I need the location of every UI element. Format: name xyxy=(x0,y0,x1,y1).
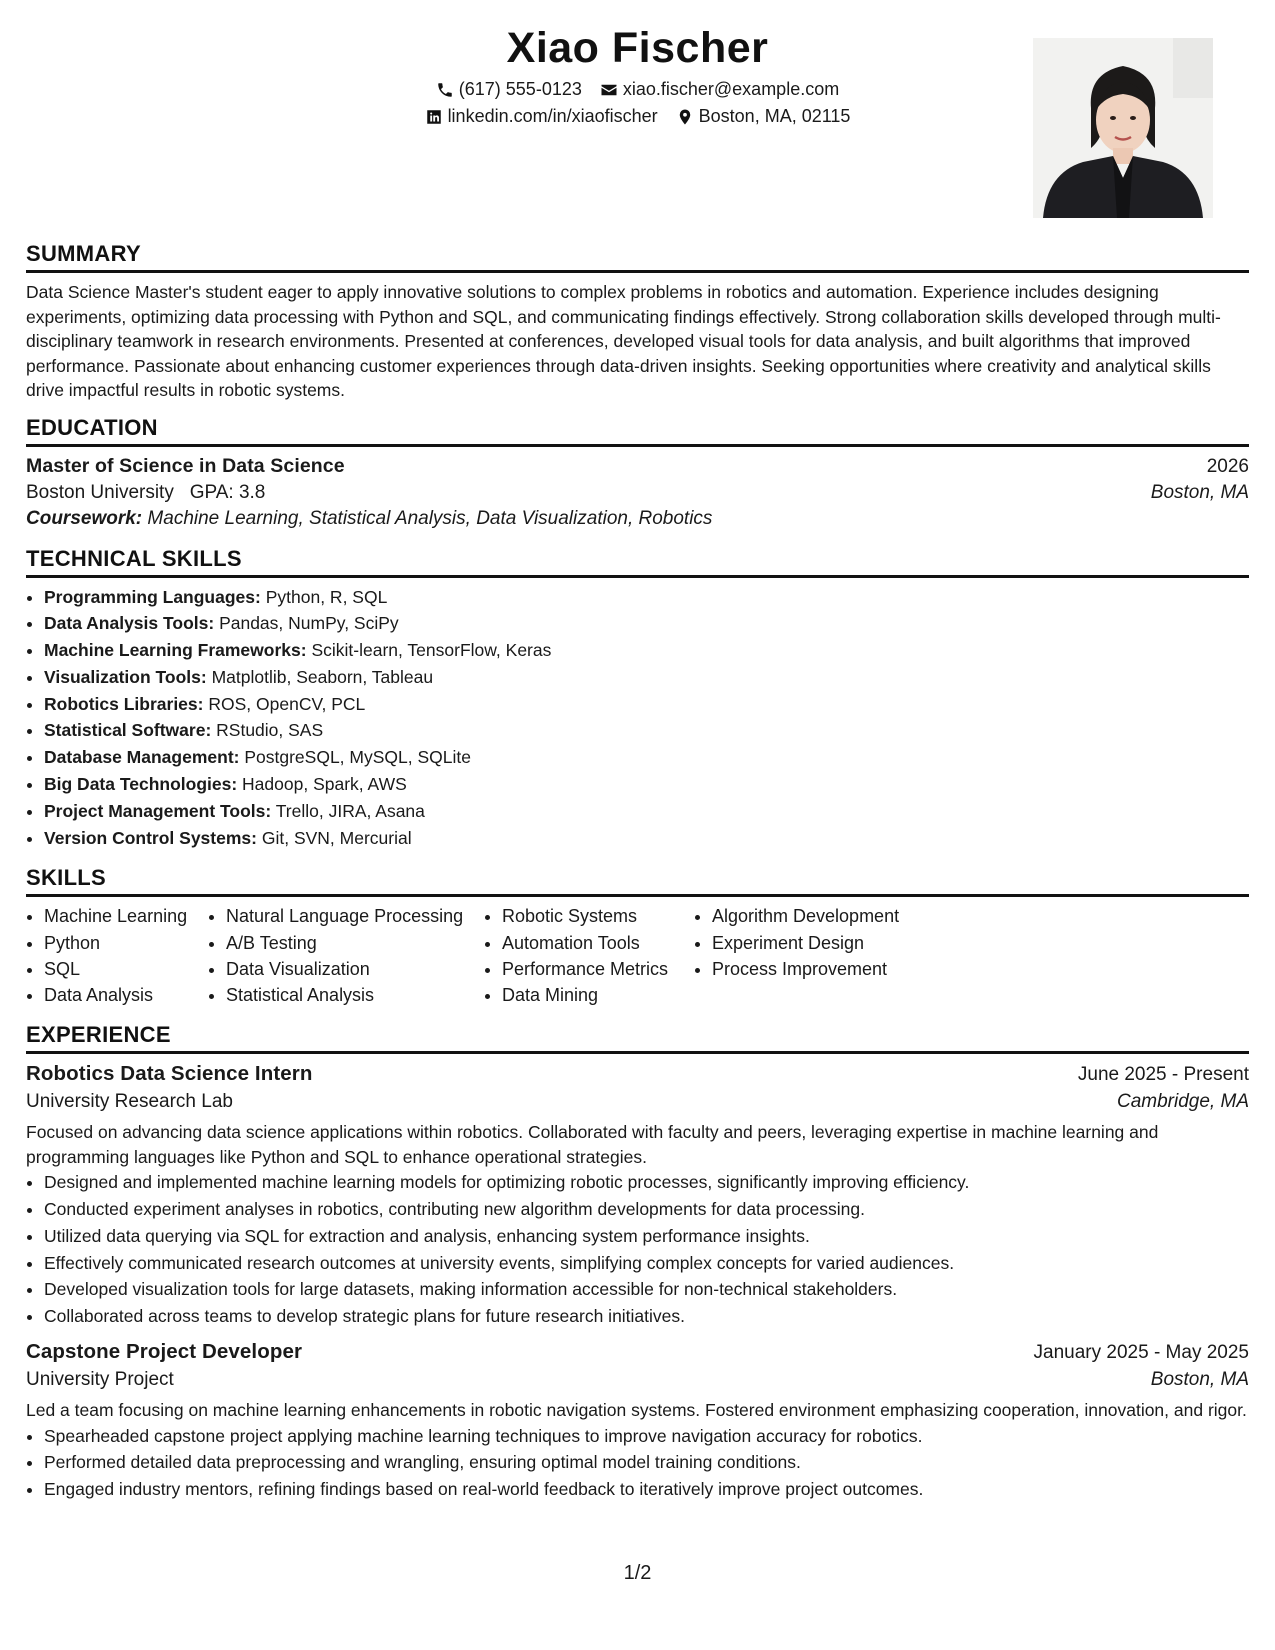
skill-category: Project Management Tools: xyxy=(44,800,272,821)
skill-category: Machine Learning Frameworks: xyxy=(44,640,307,661)
list-item: • Developed visualization tools for large datasets, making information accessible for non-technical stakeholders. xyxy=(44,1276,1249,1303)
email-text: xiao.fischer@example.com xyxy=(622,79,840,99)
skills-column-2 xyxy=(208,903,484,1008)
education-school-row xyxy=(26,482,1249,504)
technical-skills-section xyxy=(26,546,1249,852)
education-heading: EDUCATION xyxy=(26,415,1249,447)
school-location: Boston, MA xyxy=(1150,481,1249,503)
skill-values: Scikit-learn, TensorFlow, Keras xyxy=(311,640,552,661)
skill-values: PostgreSQL, MySQL, SQLite xyxy=(244,747,471,768)
list-item: • Utilized data querying via SQL for extraction and analysis, enhancing system performance insights. xyxy=(44,1223,1249,1250)
education-section xyxy=(26,415,1249,530)
coursework-list: Machine Learning, Statistical Analysis, Data Visualization, Robotics xyxy=(147,507,713,529)
list-item: • Automation Tools xyxy=(502,930,694,956)
phone-text: (617) 555-0123 xyxy=(458,79,582,99)
skills-column-1 xyxy=(26,903,208,1008)
candidate-name: Xiao Fischer xyxy=(506,24,769,72)
job-bullets xyxy=(26,1169,1249,1330)
summary-section xyxy=(26,241,1249,403)
skill-category: Programming Languages: xyxy=(44,586,261,607)
coursework-label: Coursework: xyxy=(26,507,143,529)
education-degree-row xyxy=(26,455,1249,478)
skills-section xyxy=(26,865,1249,1008)
skill-category: Robotics Libraries: xyxy=(44,693,204,714)
skill-values: Git, SVN, Mercurial xyxy=(261,827,412,848)
job-org: University Research Lab xyxy=(26,1091,233,1113)
skill-values: RStudio, SAS xyxy=(216,720,324,741)
list-item: • Performed detailed data preprocessing and wrangling, ensuring optimal model training conditions. xyxy=(44,1449,1249,1476)
linkedin-icon xyxy=(425,108,443,126)
skill-values: Hadoop, Spark, AWS xyxy=(242,774,407,795)
job-org-row xyxy=(26,1091,1249,1113)
job-role: Capstone Project Developer xyxy=(26,1340,303,1364)
email-contact[interactable] xyxy=(600,79,839,100)
resume-page xyxy=(26,18,1249,1503)
graduation-year: 2026 xyxy=(1206,455,1249,477)
phone-icon xyxy=(436,81,454,99)
list-item: • Python xyxy=(44,930,208,956)
job-title-row xyxy=(26,1062,1249,1086)
list-item: • Natural Language Processing xyxy=(226,903,484,929)
list-item xyxy=(44,691,1249,718)
location-contact xyxy=(676,106,851,127)
list-item: • Algorithm Development xyxy=(712,903,972,929)
list-item: • Conducted experiment analyses in robotics, contributing new algorithm developments for data processing. xyxy=(44,1196,1249,1223)
list-item: • Data Visualization xyxy=(226,956,484,982)
list-item xyxy=(44,825,1249,852)
skills-heading: SKILLS xyxy=(26,865,1249,897)
phone-contact[interactable] xyxy=(436,79,582,100)
list-item xyxy=(44,771,1249,798)
experience-entry xyxy=(26,1062,1249,1330)
map-pin-icon xyxy=(676,108,694,126)
job-title-row xyxy=(26,1340,1249,1364)
linkedin-contact[interactable] xyxy=(425,106,658,127)
list-item: • Collaborated across teams to develop strategic plans for future research initiatives. xyxy=(44,1303,1249,1330)
list-item xyxy=(44,798,1249,825)
list-item: • Data Analysis xyxy=(44,982,208,1008)
job-summary: Led a team focusing on machine learning enhancements in robotic navigation systems. Fostered environment emphasizing cooperation, innovation, and rigor. xyxy=(26,1400,1247,1421)
job-location: Cambridge, MA xyxy=(1117,1091,1249,1113)
job-summary: Focused on advancing data science applications within robotics. Collaborated with faculty and peers, leveraging expertise in machine learning and programming languages like Python and SQL to enhance operational strategies. xyxy=(26,1122,1159,1167)
skills-column-4 xyxy=(694,903,972,1008)
list-item: • Effectively communicated research outcomes at university events, simplifying complex concepts for varied audiences. xyxy=(44,1250,1249,1277)
list-item: • Robotic Systems xyxy=(502,903,694,929)
list-item xyxy=(44,637,1249,664)
experience-entry xyxy=(26,1340,1249,1503)
job-dates: January 2025 - May 2025 xyxy=(1033,1342,1249,1364)
job-bullets xyxy=(26,1423,1249,1503)
skill-category: Big Data Technologies: xyxy=(44,774,238,795)
list-item: • Machine Learning xyxy=(44,903,208,929)
list-item: • Experiment Design xyxy=(712,930,972,956)
school-line xyxy=(26,482,265,504)
job-org: University Project xyxy=(26,1369,174,1391)
list-item: • SQL xyxy=(44,956,208,982)
resume-header xyxy=(26,24,1249,229)
skills-grid xyxy=(26,903,1249,1008)
skill-values: Python, R, SQL xyxy=(265,586,388,607)
list-item: • Performance Metrics xyxy=(502,956,694,982)
page-number: 1/2 xyxy=(623,1562,652,1584)
skill-category: Database Management: xyxy=(44,747,240,768)
list-item xyxy=(44,744,1249,771)
skill-category: Visualization Tools: xyxy=(44,666,207,687)
list-item xyxy=(44,717,1249,744)
degree-name: Master of Science in Data Science xyxy=(26,454,345,477)
list-item: • Designed and implemented machine learning models for optimizing robotic processes, significantly improving efficiency. xyxy=(44,1169,1249,1196)
summary-heading: SUMMARY xyxy=(26,241,1249,273)
list-item xyxy=(44,610,1249,637)
skill-category: Statistical Software: xyxy=(44,720,212,741)
skills-column-3 xyxy=(484,903,694,1008)
list-item: • A/B Testing xyxy=(226,930,484,956)
list-item: • Spearheaded capstone project applying machine learning techniques to improve navigation accuracy for robotics. xyxy=(44,1423,1249,1450)
job-org-row xyxy=(26,1369,1249,1391)
envelope-icon xyxy=(600,81,618,99)
location-text: Boston, MA, 02115 xyxy=(698,106,851,126)
experience-section xyxy=(26,1022,1249,1503)
list-item: • Engaged industry mentors, refining findings based on real-world feedback to iteratively improve project outcomes. xyxy=(44,1476,1249,1503)
coursework-line xyxy=(26,508,1249,530)
summary-text: Data Science Master's student eager to apply innovative solutions to complex problems in robotics and automation. Experience includes designing experiments, optimizing data processing with Python and SQL, and communicating findings effectively. Strong collaboration skills developed through multi-disciplinary teamwork in research environments. Presented at conferences, developed visual tools for data analysis, and built algorithms that improved performance. Passionate about enhancing customer experiences through data-driven insights. Seeking opportunities where creativity and analytical skills drive impactful results in robotic systems. xyxy=(26,282,1221,400)
gpa: GPA: 3.8 xyxy=(189,481,266,503)
technical-skills-heading: TECHNICAL SKILLS xyxy=(26,546,1249,578)
skill-category: Data Analysis Tools: xyxy=(44,613,215,634)
skill-values: Pandas, NumPy, SciPy xyxy=(219,613,399,634)
skill-category: Version Control Systems: xyxy=(44,827,257,848)
list-item: • Data Mining xyxy=(502,982,694,1008)
linkedin-text: linkedin.com/in/xiaofischer xyxy=(447,106,658,126)
job-dates: June 2025 - Present xyxy=(1077,1064,1249,1086)
school-name: Boston University xyxy=(26,481,174,503)
skill-values: Matplotlib, Seaborn, Tableau xyxy=(211,666,434,687)
job-role: Robotics Data Science Intern xyxy=(26,1062,313,1086)
job-location: Boston, MA xyxy=(1150,1369,1249,1391)
experience-heading: EXPERIENCE xyxy=(26,1022,1249,1054)
list-item: • Process Improvement xyxy=(712,956,972,982)
technical-skills-list xyxy=(26,584,1249,852)
profile-photo xyxy=(1033,38,1213,218)
list-item xyxy=(44,584,1249,611)
skill-values: Trello, JIRA, Asana xyxy=(275,800,425,821)
list-item xyxy=(44,664,1249,691)
list-item: • Statistical Analysis xyxy=(226,982,484,1008)
skill-values: ROS, OpenCV, PCL xyxy=(208,693,366,714)
